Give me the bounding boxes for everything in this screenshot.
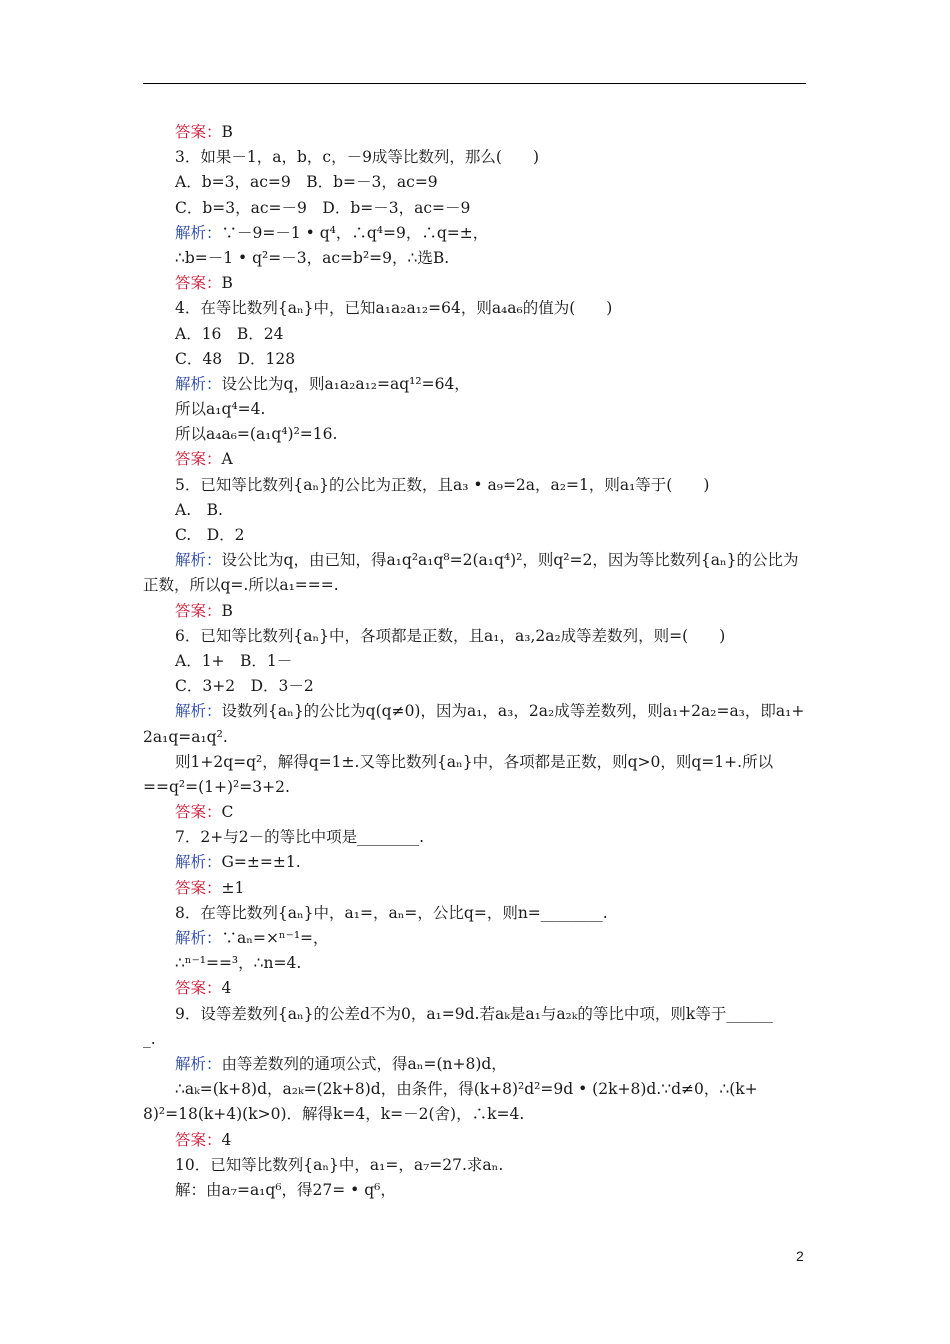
line-text: 设公比为q，则a₁a₂a₁₂=aq¹²=64， bbox=[221, 374, 470, 393]
analysis-label: 解析： bbox=[175, 223, 222, 242]
line-text: 所以a₁q⁴=4. bbox=[175, 400, 266, 419]
analysis-label: 解析： bbox=[175, 1054, 222, 1073]
line-text: ±1 bbox=[221, 878, 245, 897]
text-line bbox=[143, 573, 811, 598]
line-text: 8)²=18(k+4)(k>0)．解得k=4，k=－2(舍)，∴k=4. bbox=[143, 1105, 525, 1124]
text-line bbox=[143, 473, 811, 498]
line-text: C．b=3，ac=－9 D．b=－3，ac=－9 bbox=[175, 198, 471, 217]
line-text: 4 bbox=[221, 1130, 232, 1149]
line-text: 正数，所以q=.所以a₁===. bbox=[143, 576, 339, 595]
line-text: B bbox=[221, 601, 233, 620]
answer-label: 答案： bbox=[175, 803, 222, 822]
text-line bbox=[143, 1027, 811, 1052]
line-text: G=±=±1. bbox=[221, 853, 301, 872]
answer-line bbox=[143, 599, 811, 624]
answer-label: 答案： bbox=[175, 979, 222, 998]
answer-label: 答案： bbox=[175, 1130, 222, 1149]
answer-line bbox=[143, 120, 811, 145]
text-line bbox=[143, 296, 811, 321]
line-text: ∵－9=－1 • q⁴，∴q⁴=9，∴q=±， bbox=[221, 223, 489, 242]
line-text: ∴b=－1 • q²=－3，ac=b²=9，∴选B. bbox=[175, 248, 450, 267]
text-line bbox=[143, 498, 811, 523]
text-line bbox=[143, 246, 811, 271]
text-line bbox=[143, 1178, 811, 1203]
line-text: C bbox=[221, 803, 234, 822]
line-text: ==q²=(1+)²=3+2. bbox=[143, 777, 290, 796]
line-text: A．1+ B．1－ bbox=[175, 651, 293, 670]
line-text: C．3+2 D．3－2 bbox=[175, 677, 314, 696]
text-line bbox=[143, 775, 811, 800]
text-line bbox=[143, 725, 811, 750]
line-text: 设公比为q，由已知，得a₁q²a₁q⁸=2(a₁q⁴)²，则q²=2，因为等比数列{aₙ}的公比为 bbox=[221, 551, 799, 570]
answer-label: 答案： bbox=[175, 450, 222, 469]
answer-line bbox=[143, 447, 811, 472]
text-line bbox=[143, 951, 811, 976]
text-line bbox=[143, 649, 811, 674]
line-text: 3．如果－1，a，b，c，－9成等比数列，那么( ) bbox=[175, 148, 540, 167]
analysis-label: 解析： bbox=[175, 374, 222, 393]
text-line bbox=[143, 196, 811, 221]
analysis-line bbox=[143, 372, 811, 397]
line-text: C. D．2 bbox=[175, 526, 245, 544]
text-line bbox=[143, 901, 811, 926]
line-text: ∴ⁿ⁻¹==³，∴n=4. bbox=[175, 954, 302, 973]
analysis-label: 解析： bbox=[175, 853, 222, 872]
answer-line bbox=[143, 876, 811, 901]
line-text: ∴aₖ=(k+8)d，a₂ₖ=(2k+8)d，由条件，得(k+8)²d²=9d • (2k+8)d.∵d≠0，∴(k+ bbox=[175, 1080, 758, 1099]
line-text: 4．在等比数列{aₙ}中，已知a₁a₂a₁₂=64，则a₄a₆的值为( ) bbox=[175, 299, 613, 318]
line-text: 则1+2q=q²，解得q=1±.又等比数列{aₙ}中，各项都是正数，则q>0，则q=1+.所以 bbox=[175, 752, 774, 771]
analysis-line bbox=[143, 926, 811, 951]
line-text: A．b=3，ac=9 B．b=－3，ac=9 bbox=[175, 173, 438, 192]
analysis-label: 解析： bbox=[175, 929, 222, 947]
text-line bbox=[143, 1153, 811, 1178]
header-rule bbox=[143, 83, 806, 84]
text-line bbox=[143, 347, 811, 372]
text-line bbox=[143, 145, 811, 170]
line-text: _. bbox=[143, 1029, 156, 1048]
answer-label: 答案： bbox=[175, 601, 222, 620]
text-line bbox=[143, 674, 811, 699]
line-text: 解：由a₇=a₁q⁶，得27= • q⁶， bbox=[175, 1180, 396, 1199]
line-text: 8．在等比数列{aₙ}中，a₁=，aₙ=，公比q=，则n=________. bbox=[175, 903, 608, 922]
line-text: C．48 D．128 bbox=[175, 349, 296, 368]
line-text: A bbox=[221, 450, 233, 469]
analysis-label: 解析： bbox=[175, 551, 222, 570]
analysis-line bbox=[143, 221, 811, 246]
line-text: 7．2+与2－的等比中项是________. bbox=[175, 828, 424, 847]
answer-line bbox=[143, 1128, 811, 1153]
text-line bbox=[143, 422, 811, 447]
text-line bbox=[143, 1102, 811, 1127]
text-line bbox=[143, 322, 811, 347]
line-text: 由等差数列的通项公式，得aₙ=(n+8)d， bbox=[221, 1054, 507, 1073]
analysis-line bbox=[143, 1052, 811, 1077]
text-line bbox=[143, 170, 811, 195]
answer-line bbox=[143, 976, 811, 1001]
line-text: 10．已知等比数列{aₙ}中，a₁=，a₇=27.求aₙ. bbox=[175, 1155, 504, 1174]
line-text: B bbox=[221, 274, 233, 293]
line-text: ∵aₙ=×ⁿ⁻¹=， bbox=[221, 929, 329, 947]
answer-label: 答案： bbox=[175, 123, 222, 141]
line-text: A. B. bbox=[175, 500, 223, 519]
analysis-label: 解析： bbox=[175, 702, 222, 721]
text-line bbox=[143, 523, 811, 548]
line-text: 4 bbox=[221, 979, 232, 998]
line-text: 9．设等差数列{aₙ}的公差d不为0，a₁=9d.若aₖ是a₁与a₂ₖ的等比中项，则k等于______ bbox=[175, 1004, 773, 1023]
answer-line bbox=[143, 271, 811, 296]
text-line bbox=[143, 624, 811, 649]
text-line bbox=[143, 825, 811, 850]
line-text: A．16 B．24 bbox=[175, 324, 284, 343]
text-line bbox=[143, 1077, 811, 1102]
analysis-line bbox=[143, 850, 811, 875]
document-body bbox=[143, 120, 811, 1203]
line-text: 2a₁q=a₁q². bbox=[143, 727, 228, 746]
analysis-line bbox=[143, 548, 811, 573]
line-text: 设数列{aₙ}的公比为q(q≠0)，因为a₁，a₃，2a₂成等差数列，则a₁+2a₂=a₃，即a₁+ bbox=[221, 702, 805, 721]
page-number: 2 bbox=[796, 1248, 804, 1264]
text-line bbox=[143, 750, 811, 775]
text-line bbox=[143, 397, 811, 422]
line-text: 5．已知等比数列{aₙ}的公比为正数，且a₃ • a₉=2a，a₂=1，则a₁等于( ) bbox=[175, 475, 710, 494]
line-text: 所以a₄a₆=(a₁q⁴)²=16. bbox=[175, 425, 338, 444]
answer-label: 答案： bbox=[175, 878, 222, 897]
answer-label: 答案： bbox=[175, 274, 222, 293]
line-text: 6．已知等比数列{aₙ}中，各项都是正数，且a₁，a₃,2a₂成等差数列，则=( ) bbox=[175, 626, 726, 645]
analysis-line bbox=[143, 699, 811, 724]
answer-line bbox=[143, 800, 811, 825]
text-line bbox=[143, 1002, 811, 1027]
line-text: B bbox=[221, 123, 233, 141]
